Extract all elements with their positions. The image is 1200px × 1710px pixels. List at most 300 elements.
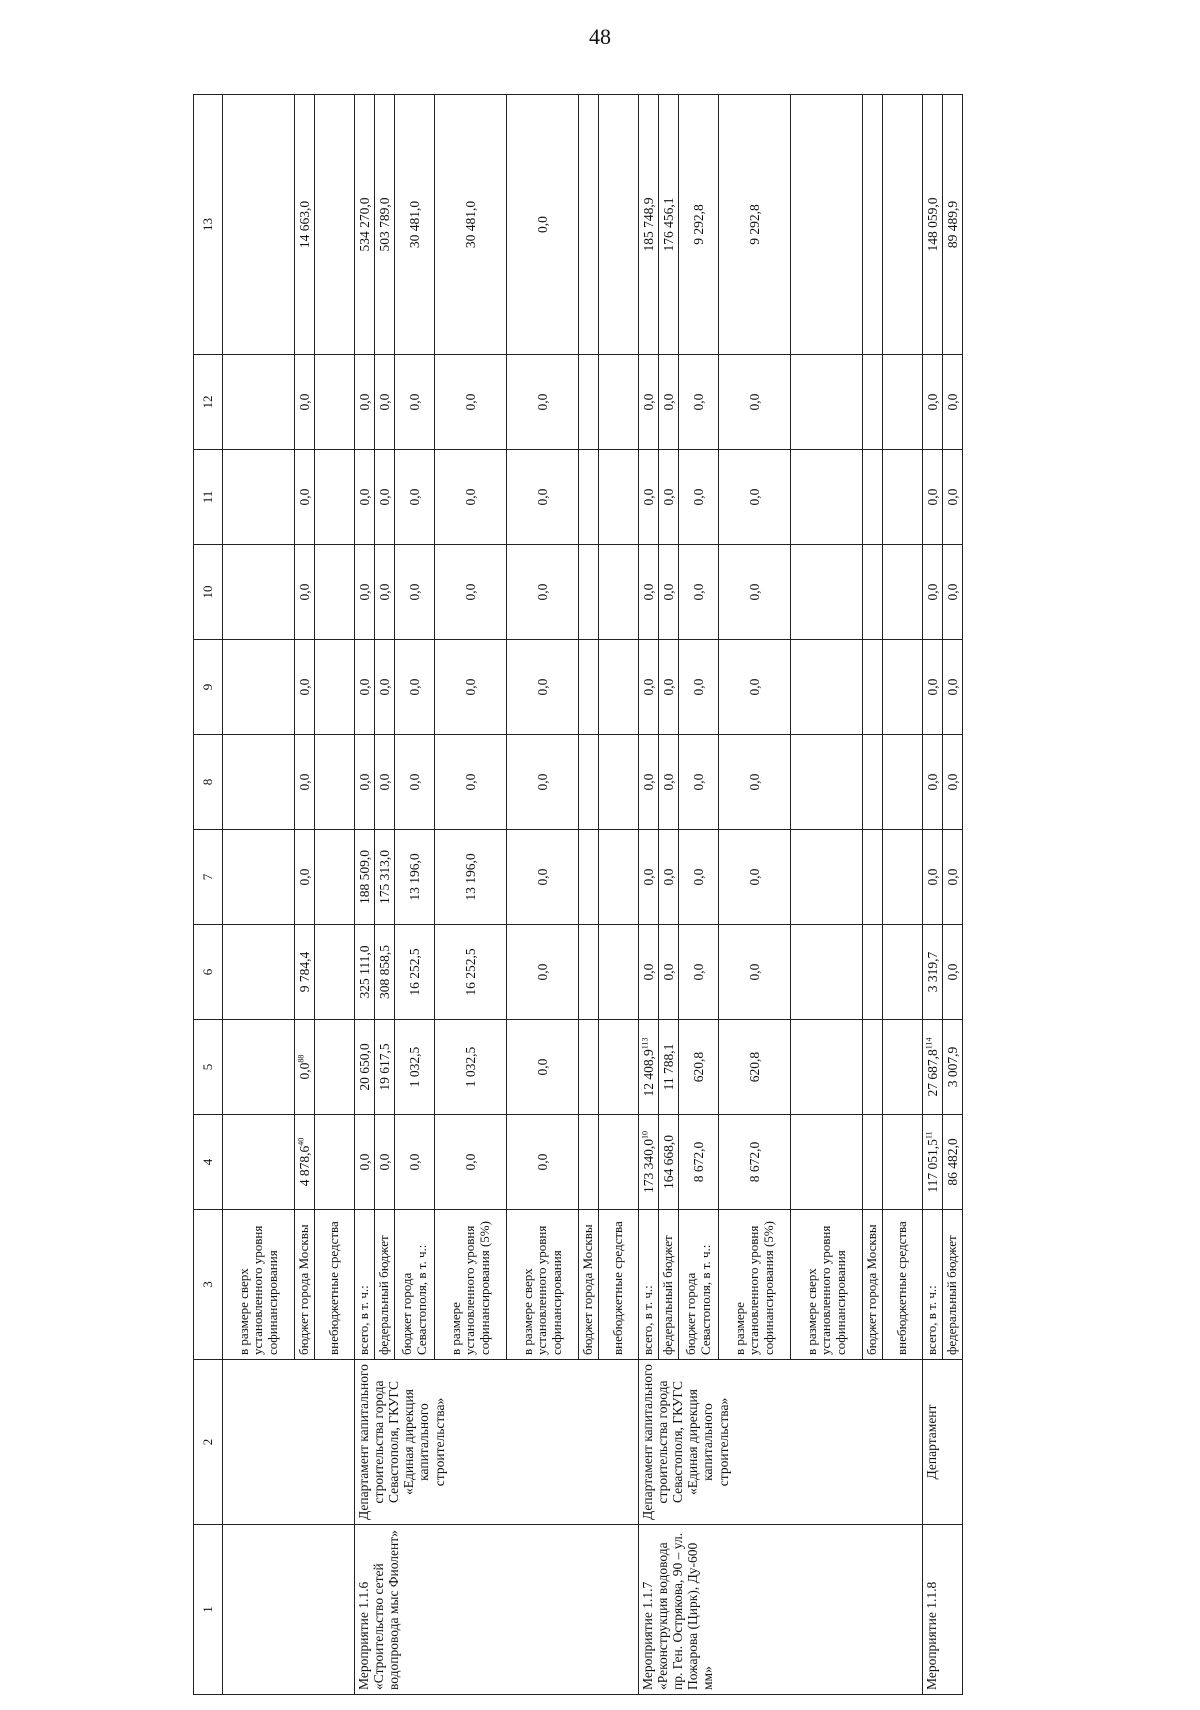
value-cell [315, 545, 355, 640]
value-cell [679, 735, 719, 830]
value-cell [719, 355, 791, 450]
funding-source: всего, в т. ч.: [923, 1210, 943, 1360]
value-text: 0,0 [924, 393, 940, 411]
value-cell [639, 640, 659, 735]
value-cell [599, 735, 639, 830]
funding-source: в размере сверх установленного уровня софинансирования [507, 1210, 579, 1360]
executor-name: Департамент капитального строительства города Севастополя, ГКУГС «Единая дирекция капитального строительства» [355, 1360, 639, 1525]
value-text: 176 456,1 [660, 197, 676, 252]
value-text: 0,0 [746, 488, 762, 506]
value-cell [863, 450, 883, 545]
value-cell [679, 355, 719, 450]
value-cell [883, 925, 923, 1020]
value-text: 13 196,0 [406, 853, 422, 901]
value-text: 0,0 [660, 488, 676, 506]
value-text: 0,0 [746, 583, 762, 601]
value-cell [599, 1020, 639, 1115]
value-text: 534 270,0 [356, 197, 372, 252]
value-cell [507, 830, 579, 925]
value-cell [719, 1115, 791, 1210]
value-cell [659, 450, 679, 545]
value-cell [223, 355, 295, 450]
budget-table [193, 94, 963, 1695]
value-text: 0,0 [376, 773, 392, 791]
value-cell [599, 545, 639, 640]
value-cell [943, 735, 963, 830]
value-text: 0,0 [356, 1153, 372, 1171]
value-text: 0,0 [296, 678, 312, 696]
value-cell [679, 1115, 719, 1210]
value-cell [639, 925, 659, 1020]
value-cell [923, 1115, 943, 1210]
value-cell [883, 450, 923, 545]
measure-name: Мероприятие 1.1.6 «Строительство сетей водопровода мыс Фиолент» [355, 1525, 639, 1695]
value-text: 0,0 [924, 678, 940, 696]
value-cell [223, 925, 295, 1020]
value-text: 0,0 [356, 393, 372, 411]
value-cell [355, 545, 375, 640]
measure-cell-empty [223, 1525, 355, 1695]
value-cell [943, 545, 963, 640]
value-cell [679, 545, 719, 640]
value-cell [599, 1115, 639, 1210]
value-cell [355, 925, 375, 1020]
value-cell [639, 1020, 659, 1115]
value-cell [943, 95, 963, 355]
value-cell [639, 735, 659, 830]
value-cell [375, 735, 395, 830]
funding-source: в размере установленного уровня софинансирования (5%) [719, 1210, 791, 1360]
value-cell [943, 450, 963, 545]
value-text: 503 789,0 [376, 197, 392, 252]
value-text: 0,0 [296, 583, 312, 601]
value-text: 8 672,0 [746, 1141, 762, 1183]
value-text: 12 408,9 [640, 1049, 656, 1097]
value-cell [719, 925, 791, 1020]
value-text: 0,0 [640, 773, 656, 791]
value-cell [355, 1020, 375, 1115]
value-cell [375, 1020, 395, 1115]
value-text: 0,0 [296, 1062, 312, 1080]
value-cell [315, 830, 355, 925]
value-text: 0,0 [356, 678, 372, 696]
value-cell [943, 1115, 963, 1210]
value-cell [923, 735, 943, 830]
value-cell [599, 640, 639, 735]
value-text: 0,0 [406, 1153, 422, 1171]
value-cell [719, 640, 791, 735]
value-cell [599, 450, 639, 545]
value-text: 0,0 [640, 393, 656, 411]
value-text: 620,8 [746, 1051, 762, 1083]
funding-source: всего, в т. ч.: [355, 1210, 375, 1360]
value-cell [719, 450, 791, 545]
page-number: 48 [589, 24, 611, 49]
value-cell [315, 355, 355, 450]
value-cell [943, 1020, 963, 1115]
value-cell [295, 1020, 315, 1115]
value-cell [395, 1115, 435, 1210]
value-cell [435, 355, 507, 450]
value-text: 0,0 [660, 393, 676, 411]
measure-name: Мероприятие 1.1.7 «Реконструкция водовода пр. Ген. Острякова, 90 – ул. Пожарова (Цирк), Ду-600 мм» [639, 1525, 923, 1695]
value-cell [223, 640, 295, 735]
value-cell [639, 355, 659, 450]
table-body [194, 95, 963, 1695]
value-text: 148 059,0 [924, 197, 940, 252]
value-cell [507, 450, 579, 545]
value-text: 0,0 [406, 678, 422, 696]
value-cell [375, 95, 395, 355]
executor-name: Департамент капитального строительства города Севастополя, ГКУГС «Единая дирекция капитального строительства» [639, 1360, 923, 1525]
value-cell [315, 95, 355, 355]
value-text: 27 687,8 [924, 1049, 940, 1097]
value-text: 0,0 [944, 868, 960, 886]
value-cell [375, 450, 395, 545]
column-header: 10 [194, 545, 223, 640]
column-header: 2 [194, 1360, 223, 1525]
value-text: 86 482,0 [944, 1138, 960, 1186]
value-cell [295, 450, 315, 545]
value-text: 0,0 [534, 1058, 550, 1076]
value-cell [719, 1020, 791, 1115]
value-cell [943, 830, 963, 925]
value-cell [791, 545, 863, 640]
header-row [194, 95, 223, 1695]
value-text: 1 032,5 [406, 1046, 422, 1088]
value-text: 0,0 [660, 678, 676, 696]
value-cell [659, 830, 679, 925]
value-text: 0,0 [944, 773, 960, 791]
value-text: 0,0 [944, 488, 960, 506]
column-header: 6 [194, 925, 223, 1020]
value-cell [579, 355, 599, 450]
funding-source: бюджет города Москвы [579, 1210, 599, 1360]
value-text: 0,0 [406, 773, 422, 791]
table-row [223, 95, 295, 1695]
value-cell [659, 1020, 679, 1115]
value-text: 0,0 [462, 488, 478, 506]
value-cell [923, 640, 943, 735]
value-cell [507, 95, 579, 355]
value-text: 0,0 [690, 488, 706, 506]
value-cell [659, 545, 679, 640]
value-cell [883, 1115, 923, 1210]
value-text: 13 196,0 [462, 853, 478, 901]
value-cell [295, 355, 315, 450]
value-cell [355, 830, 375, 925]
column-header: 4 [194, 1115, 223, 1210]
value-text: 14 663,0 [296, 200, 312, 249]
funding-source: федеральный бюджет [659, 1210, 679, 1360]
value-cell [863, 735, 883, 830]
value-text: 0,0 [924, 868, 940, 886]
value-text: 0,0 [640, 678, 656, 696]
footnote-mark: 10 [640, 1131, 650, 1139]
table-row [355, 95, 375, 1695]
value-cell [295, 640, 315, 735]
value-cell [395, 95, 435, 355]
value-text: 0,0 [356, 488, 372, 506]
value-cell [659, 95, 679, 355]
value-cell [507, 355, 579, 450]
value-cell [375, 355, 395, 450]
column-header: 5 [194, 1020, 223, 1115]
value-text: 0,0 [690, 678, 706, 696]
value-cell [679, 450, 719, 545]
value-text: 30 481,0 [462, 200, 478, 249]
value-cell [395, 450, 435, 545]
value-cell [375, 925, 395, 1020]
value-cell [639, 830, 659, 925]
value-cell [395, 545, 435, 640]
value-cell [863, 640, 883, 735]
value-cell [507, 545, 579, 640]
value-cell [295, 1115, 315, 1210]
value-text: 16 252,5 [462, 948, 478, 996]
value-cell [791, 450, 863, 545]
value-text: 0,0 [406, 393, 422, 411]
value-text: 0,0 [462, 583, 478, 601]
value-cell [791, 830, 863, 925]
value-text: 0,0 [534, 678, 550, 696]
value-cell [395, 355, 435, 450]
value-text: 0,0 [660, 583, 676, 601]
value-cell [355, 1115, 375, 1210]
value-cell [579, 1115, 599, 1210]
value-text: 164 668,0 [660, 1135, 676, 1189]
value-cell [223, 450, 295, 545]
value-text: 3 319,7 [924, 951, 940, 993]
value-cell [863, 925, 883, 1020]
value-cell [791, 735, 863, 830]
value-cell [791, 1020, 863, 1115]
value-text: 325 111,0 [356, 945, 372, 999]
column-header: 1 [194, 1525, 223, 1695]
value-cell [435, 1115, 507, 1210]
value-text: 0,0 [296, 393, 312, 411]
value-cell [719, 545, 791, 640]
funding-source: бюджет города Москвы [863, 1210, 883, 1360]
value-text: 0,0 [376, 393, 392, 411]
value-text: 0,0 [296, 773, 312, 791]
value-cell [375, 1115, 395, 1210]
value-cell [883, 830, 923, 925]
funding-source: внебюджетные средства [599, 1210, 639, 1360]
value-cell [395, 640, 435, 735]
value-text: 0,0 [640, 868, 656, 886]
value-cell [791, 1115, 863, 1210]
value-cell [579, 640, 599, 735]
value-text: 185 748,9 [640, 197, 656, 252]
value-cell [863, 545, 883, 640]
value-cell [659, 355, 679, 450]
value-cell [943, 355, 963, 450]
value-cell [315, 925, 355, 1020]
funding-source: бюджет города Москвы [295, 1210, 315, 1360]
value-cell [599, 925, 639, 1020]
value-text: 9 784,4 [296, 951, 312, 993]
value-cell [395, 735, 435, 830]
value-text: 0,0 [296, 868, 312, 886]
value-cell [791, 640, 863, 735]
value-text: 0,0 [534, 393, 550, 411]
value-cell [435, 95, 507, 355]
value-text: 1 032,5 [462, 1046, 478, 1088]
value-text: 16 252,5 [406, 948, 422, 996]
value-cell [295, 95, 315, 355]
value-cell [435, 925, 507, 1020]
funding-source: в размере сверх установленного уровня софинансирования [223, 1210, 295, 1360]
value-cell [719, 735, 791, 830]
value-cell [679, 830, 719, 925]
value-cell [223, 545, 295, 640]
value-cell [315, 640, 355, 735]
value-text: 175 313,0 [376, 850, 392, 904]
value-text: 0,0 [640, 488, 656, 506]
value-cell [395, 925, 435, 1020]
value-text: 0,0 [376, 1153, 392, 1171]
value-cell [223, 1020, 295, 1115]
value-text: 0,0 [746, 678, 762, 696]
value-text: 0,0 [660, 773, 676, 791]
funding-source: федеральный бюджет [375, 1210, 395, 1360]
value-cell [223, 1115, 295, 1210]
value-cell [435, 545, 507, 640]
value-cell [355, 95, 375, 355]
value-text: 20 650,0 [356, 1043, 372, 1091]
value-cell [639, 1115, 659, 1210]
value-cell [639, 545, 659, 640]
measure-name: Мероприятие 1.1.8 [923, 1525, 963, 1695]
value-text: 0,0 [462, 773, 478, 791]
value-text: 0,0 [534, 773, 550, 791]
value-cell [375, 640, 395, 735]
value-cell [659, 640, 679, 735]
footnote-mark: 88 [296, 1054, 306, 1063]
column-header: 13 [194, 95, 223, 355]
value-text: 0,0 [534, 583, 550, 601]
value-cell [923, 830, 943, 925]
value-text: 0,0 [534, 1153, 550, 1171]
value-cell [395, 830, 435, 925]
value-cell [883, 1020, 923, 1115]
value-cell [295, 545, 315, 640]
value-text: 173 340,0 [640, 1139, 656, 1193]
value-text: 0,0 [462, 678, 478, 696]
value-cell [883, 735, 923, 830]
value-text: 0,0 [660, 868, 676, 886]
value-cell [355, 355, 375, 450]
column-header: 8 [194, 735, 223, 830]
value-text: 0,0 [356, 583, 372, 601]
value-text: 0,0 [462, 393, 478, 411]
value-cell [679, 640, 719, 735]
value-cell [579, 830, 599, 925]
value-cell [791, 925, 863, 1020]
footnote-mark: 114 [924, 1037, 934, 1050]
value-cell [315, 735, 355, 830]
value-text: 0,0 [690, 583, 706, 601]
value-cell [435, 450, 507, 545]
value-text: 0,0 [746, 773, 762, 791]
funding-source: федеральный бюджет [943, 1210, 963, 1360]
value-text: 0,0 [944, 583, 960, 601]
value-text: 4 878,6 [296, 1145, 312, 1187]
value-text: 0,0 [944, 678, 960, 696]
value-cell [863, 355, 883, 450]
value-cell [659, 1115, 679, 1210]
value-cell [355, 450, 375, 545]
value-text: 0,0 [924, 773, 940, 791]
value-cell [315, 1115, 355, 1210]
value-text: 0,0 [660, 963, 676, 981]
value-cell [719, 830, 791, 925]
executor-cell-empty [223, 1360, 355, 1525]
value-cell [315, 1020, 355, 1115]
value-text: 308 858,5 [376, 945, 392, 999]
value-text: 0,0 [924, 583, 940, 601]
value-text: 0,0 [534, 216, 550, 233]
value-cell [863, 1020, 883, 1115]
value-text: 0,0 [690, 868, 706, 886]
value-text: 0,0 [534, 868, 550, 886]
value-text: 0,0 [376, 488, 392, 506]
funding-source: внебюджетные средства [883, 1210, 923, 1360]
value-cell [375, 545, 395, 640]
value-cell [315, 450, 355, 545]
value-cell [507, 1020, 579, 1115]
footnote-mark: 40 [296, 1137, 306, 1146]
table-row [923, 95, 943, 1695]
value-text: 0,0 [534, 963, 550, 981]
footnote-mark: 113 [640, 1037, 650, 1050]
value-text: 0,0 [406, 583, 422, 601]
value-text: 620,8 [690, 1051, 706, 1083]
value-text: 30 481,0 [406, 200, 422, 249]
value-cell [579, 95, 599, 355]
value-text: 0,0 [356, 773, 372, 791]
funding-source: бюджет города Севастополя, в т. ч.: [395, 1210, 435, 1360]
value-text: 9 292,8 [746, 204, 762, 245]
value-text: 0,0 [746, 393, 762, 411]
value-cell [719, 95, 791, 355]
value-cell [599, 830, 639, 925]
value-cell [507, 1115, 579, 1210]
rotated-table-wrapper [193, 95, 1093, 1695]
value-text: 188 509,0 [356, 850, 372, 904]
value-cell [639, 95, 659, 355]
value-text: 0,0 [944, 393, 960, 411]
value-cell [395, 1020, 435, 1115]
value-cell [863, 830, 883, 925]
column-header: 11 [194, 450, 223, 545]
value-cell [579, 545, 599, 640]
value-cell [883, 95, 923, 355]
table-row [639, 95, 659, 1695]
value-text: 11 788,1 [660, 1043, 676, 1091]
value-cell [435, 735, 507, 830]
column-header: 7 [194, 830, 223, 925]
funding-source: в размере сверх установленного уровня софинансирования [791, 1210, 863, 1360]
value-cell [883, 355, 923, 450]
value-cell [435, 640, 507, 735]
value-cell [883, 640, 923, 735]
value-cell [579, 1020, 599, 1115]
value-cell [223, 830, 295, 925]
value-cell [923, 95, 943, 355]
value-cell [659, 735, 679, 830]
